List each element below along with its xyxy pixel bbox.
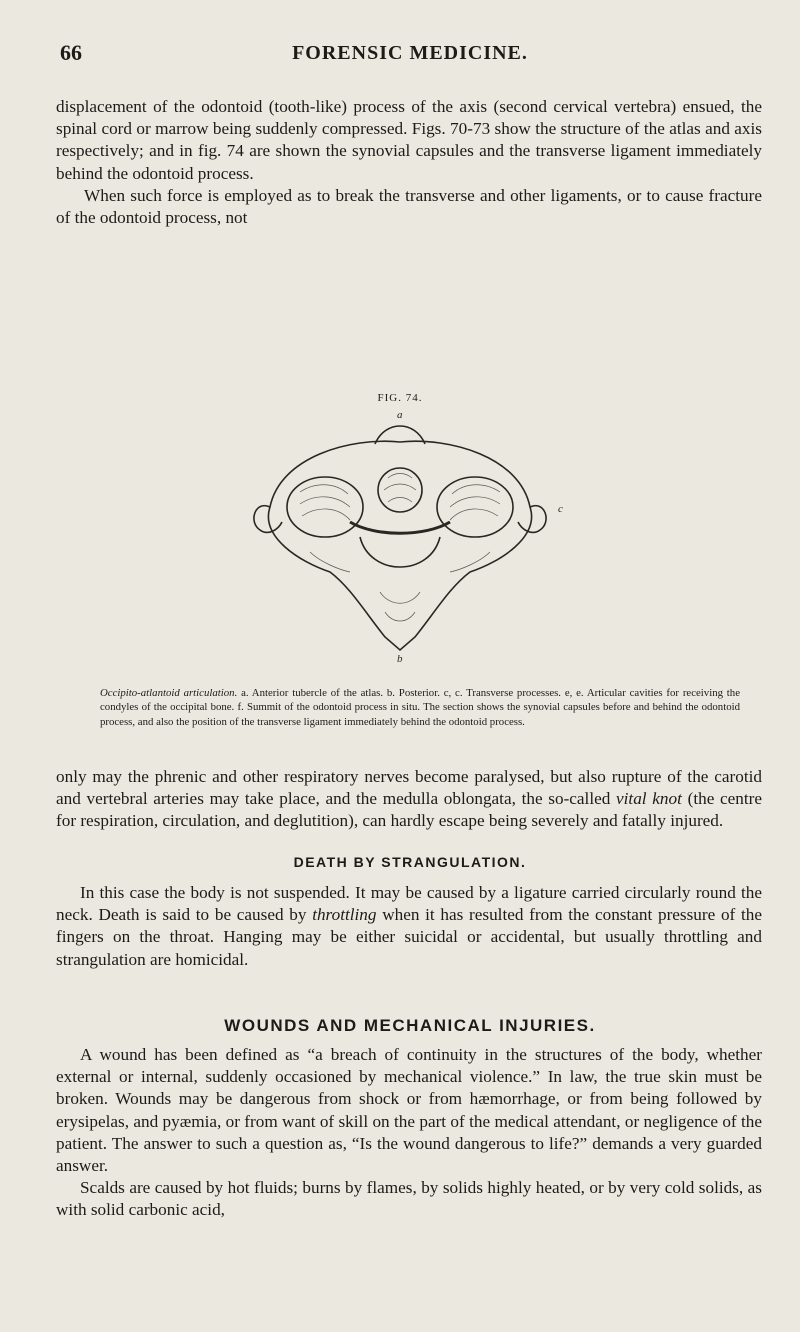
paragraph-3-after: (the centre for respiration, circulation, and deglutition), can hardly escape being severely and fatally injured. xyxy=(56,789,763,831)
transverse-ligament xyxy=(350,522,450,533)
vital-knot-term: vital knot xyxy=(616,789,682,809)
left-articular-cavity xyxy=(287,477,363,537)
paragraph-3-before: only may the phrenic and other respiratory nerves become paralysed, but also rupture of the carotid and vertebral arteries may take place, and the medulla oblongata, the so-called xyxy=(56,767,762,809)
throttling-term: throttling xyxy=(312,905,377,925)
opening-paragraphs xyxy=(56,96,762,229)
running-head: FORENSIC MEDICINE. xyxy=(292,42,528,64)
paragraph-3-text xyxy=(56,766,762,833)
page-number: 66 xyxy=(60,40,82,65)
page-header xyxy=(60,40,760,70)
right-articular-cavity xyxy=(437,477,513,537)
strangulation-text xyxy=(56,882,762,971)
figure-label: FIG. 74. xyxy=(377,392,423,404)
paragraph-3 xyxy=(56,766,762,833)
odontoid-process xyxy=(378,468,422,512)
figure-letter-c: c xyxy=(558,503,563,515)
caption-title: Occipito-atlantoid articulation. xyxy=(100,687,238,699)
strangulation-before: In this case the body is not suspended. It may be caused by a ligature carried circularly round the neck. Death is said to be caused by xyxy=(56,883,762,925)
wounds-paragraph: A wound has been defined as “a breach of continuity in the structures of the body, whether external or internal, suddenly occasioned by mechanical violence.” In law, the true skin must be broken. Wounds may be dangerous from shock or from hæmorrhage, or from being followed by erysipelas, and pyæmia, or from want of skill on the part of the medical attendant, or negligence of the patient. The answer to such a question as, “Is the wound dangerous to life?” demands a very guarded answer. xyxy=(56,1045,762,1176)
atlas-vertebra-drawing xyxy=(200,412,600,662)
strangulation-paragraph xyxy=(56,882,762,971)
wounds-paragraphs xyxy=(56,1044,762,1222)
figure-letter-b: b xyxy=(397,653,403,662)
strangulation-after: when it has resulted from the constant pressure of the fingers on the throat. Hanging may be either suicidal or accidental, but usually throttling and strangulation are homicidal. xyxy=(56,905,762,969)
figure-74-illustration xyxy=(200,412,600,662)
scalds-paragraph: Scalds are caused by hot fluids; burns by flames, by solids highly heated, or by very cold solids, as with solid carbonic acid, xyxy=(56,1178,762,1220)
section-heading-wounds: WOUNDS AND MECHANICAL INJURIES. xyxy=(224,1016,596,1035)
paragraph-1: displacement of the odontoid (tooth-like) process of the axis (second cervical vertebra) ensued, the spinal cord or marrow being suddenly compressed. Figs. 70-73 show the structure of the atlas and axis respectively; and in fig. 74 are shown the synovial capsules and the transverse ligament immediately behind the odontoid process. xyxy=(56,97,762,183)
atlas-outline xyxy=(268,441,531,650)
figure-letter-a: a xyxy=(397,412,403,421)
caption-text: a. Anterior tubercle of the atlas. b. Posterior. c, c. Transverse processes. e, e. Articular cavities for receiving the condyles of the occipital bone. f. Summit of the odontoid process in situ. The section shows the synovial capsules before and behind the odontoid process, and also the position of the transverse ligament immediately behind the odontoid process. xyxy=(100,687,740,728)
paragraph-2: When such force is employed as to break the transverse and other ligaments, or to cause fracture of the odontoid process, not xyxy=(56,185,762,228)
section-heading-strangulation: DEATH BY STRANGULATION. xyxy=(293,854,527,870)
figure-caption xyxy=(100,686,740,729)
spinal-canal xyxy=(360,537,440,567)
